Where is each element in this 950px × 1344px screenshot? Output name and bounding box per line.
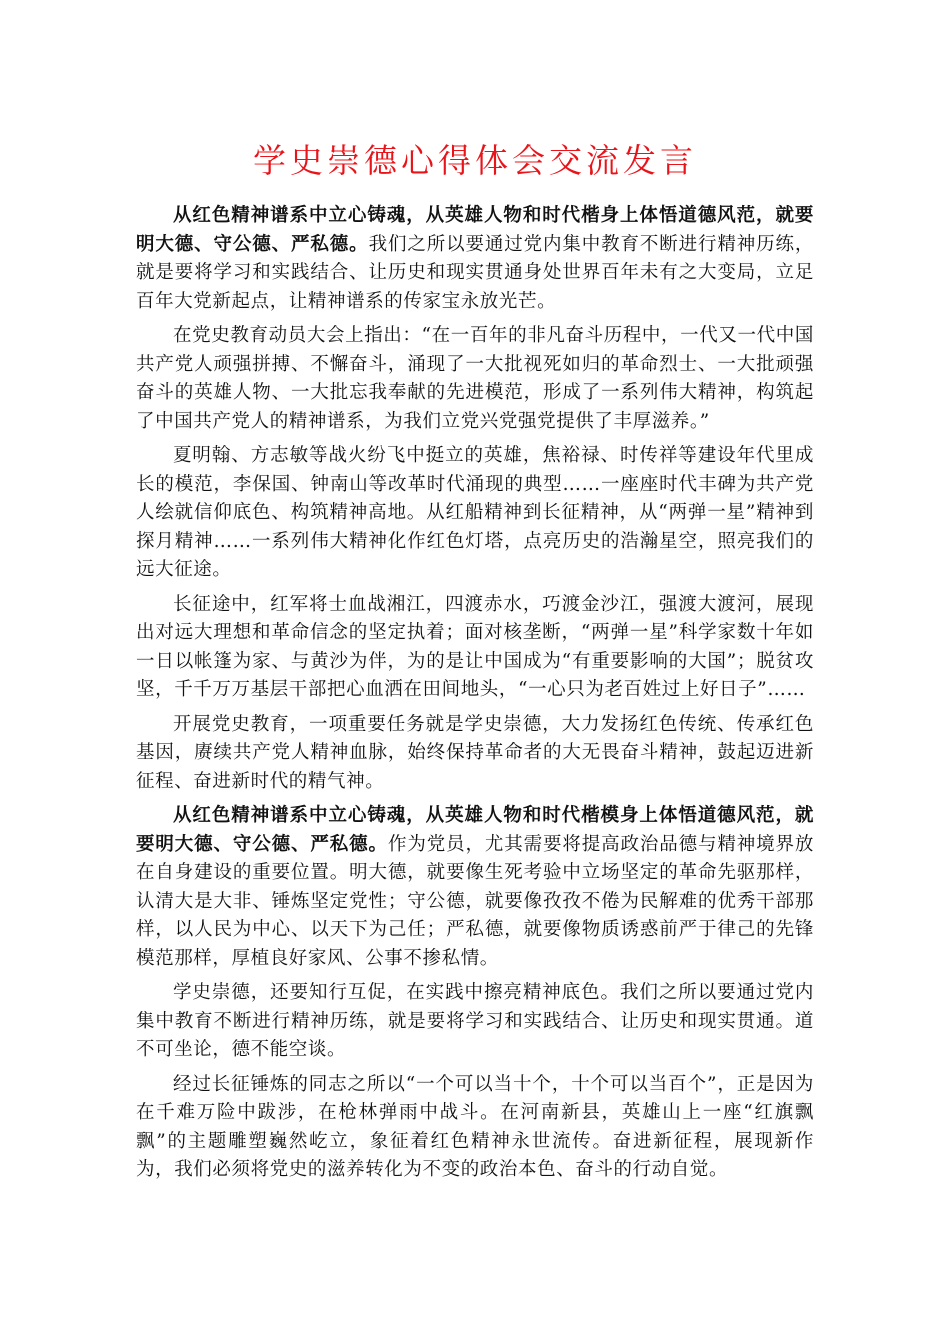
paragraph-8 bbox=[136, 1071, 814, 1185]
paragraph-8-body: 经过长征锤炼的同志之所以“一个可以当十个，十个可以当百个”，正是因为在千难万险中跋涉，在枪林弹雨中战斗。在河南新县，英雄山上一座“红旗飘飘”的主题雕塑巍然屹立，象征着红色精神永世流传。奋进新征程，展现新作为，我们必须将党史的滋养转化为不变的政治本色、奋斗的行动自觉。 bbox=[136, 1073, 814, 1180]
paragraph-1-body: 我们之所以要通过党内集中教育不断进行精神历练，就是要将学习和实践结合、让历史和现实贯通身处世界百年未有之大变局，立足百年大党新起点，让精神谱系的传家宝永放光芒。 bbox=[136, 233, 815, 312]
paragraph-2 bbox=[136, 322, 814, 436]
paragraph-1 bbox=[136, 202, 814, 316]
paragraph-6-lead: 从红色精神谱系中立心铸魂，从英雄人物和时代楷模身上体悟道德风范，就要明大德、守公德、严私德。 bbox=[136, 805, 814, 855]
paragraph-5 bbox=[136, 711, 814, 797]
paragraph-5-body: 开展党史教育，一项重要任务就是学史崇德，大力发扬红色传统、传承红色基因，赓续共产党人精神血脉，始终保持革命者的大无畏奋斗精神，鼓起迈进新征程、奋进新时代的精气神。 bbox=[136, 713, 814, 792]
paragraph-4-body: 长征途中，红军将士血战湘江，四渡赤水，巧渡金沙江，强渡大渡河，展现出对远大理想和革命信念的坚定执着；面对核垄断，“两弹一星”科学家数十年如一日以帐篷为家、与黄沙为伴，为的是让中国成为“有重要影响的大国”；脱贫攻坚，千千万万基层干部把心血洒在田间地头，“一心只为老百姓过上好日子”…… bbox=[136, 593, 814, 700]
paragraph-4 bbox=[136, 591, 814, 705]
paragraph-6-body: 作为党员，尤其需要将提高政治品德与精神境界放在自身建设的重要位置。明大德，就要像生死考验中立场坚定的革命先驱那样，认清大是大非、锤炼坚定党性；守公德，就要像孜孜不倦为民解难的优秀干部那样，以人民为中心、以天下为己任；严私德，就要像物质诱惑前严于律己的先锋模范那样，厚植良好家风、公事不掺私情。 bbox=[136, 833, 814, 969]
paragraph-1-lead: 从红色精神谱系中立心铸魂，从英雄人物和时代楷身上体悟道德风范，就要明大德、守公德、严私德。 bbox=[136, 205, 814, 255]
paragraph-7-body: 学史崇德，还要知行互促，在实践中擦亮精神底色。我们之所以要通过党内集中教育不断进行精神历练，就是要将学习和实践结合、让历史和现实贯通。道不可坐论，德不能空谈。 bbox=[136, 982, 814, 1060]
paragraph-3-body: 夏明翰、方志敏等战火纷飞中挺立的英雄，焦裕禄、时传祥等建设年代里成长的模范，李保国、钟南山等改革时代涌现的典型……一座座时代丰碑为共产党人绘就信仰底色、构筑精神高地。从红船精神到长征精神，从“两弹一星”精神到探月精神……一系列伟大精神化作红色灯塔，点亮历史的浩瀚星空，照亮我们的远大征途。 bbox=[136, 445, 814, 580]
paragraph-3 bbox=[136, 442, 814, 585]
paragraph-2-body: 在党史教育动员大会上指出：“在一百年的非凡奋斗历程中，一代又一代中国共产党人顽强拼搏、不懈奋斗，涌现了一大批视死如归的革命烈士、一大批顽强奋斗的英雄人物、一大批忘我奉献的先进模范，形成了一系列伟大精神，构筑起了中国共产党人的精神谱系，为我们立党兴党强党提供了丰厚滋养。” bbox=[136, 325, 814, 432]
document-title: 学史崇德心得体会交流发言 bbox=[253, 141, 697, 180]
paragraph-7 bbox=[136, 979, 814, 1065]
paragraph-6 bbox=[136, 802, 814, 973]
